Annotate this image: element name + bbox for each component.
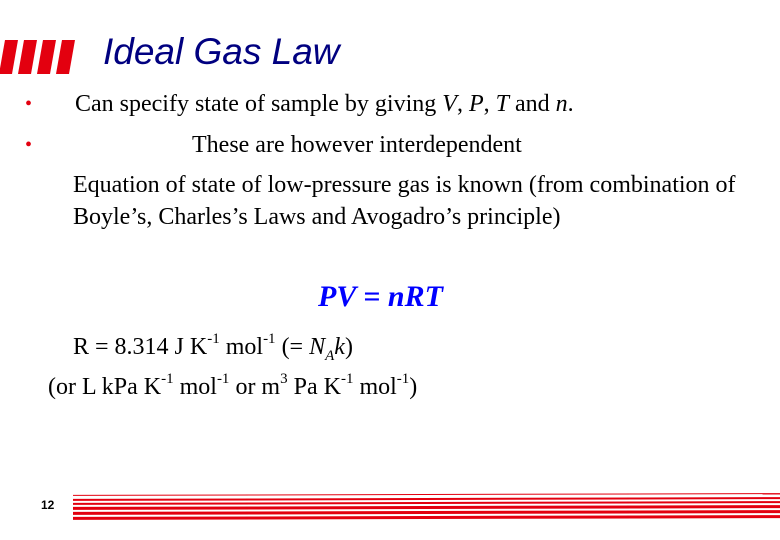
bullet-2-dot: • <box>25 134 33 156</box>
ideal-gas-equation: PV = nRT <box>318 280 443 313</box>
bullet-1-dot: • <box>25 93 33 115</box>
bullet-2-text: These are however interdependent <box>192 132 522 158</box>
bullet-1-text: Can specify state of sample by giving V, P, T and n. <box>75 91 574 117</box>
gas-constant-line: R = 8.314 J $K^{-1}$ mol$^{-1}$ (= $N_Ak$) <box>73 331 353 364</box>
gas-constant-alt-units-line: (or L kPa $K^{-1}$ mol$^{-1}$ or $m^3$ Pa $K^{-1}$ mol$^{-1}$) <box>48 371 418 400</box>
page-number: 12 <box>41 498 55 512</box>
title-stripes <box>0 40 80 74</box>
equation-of-state-paragraph: Equation of state of low-pressure gas is known (from combination of Boyle’s, Charles’s Laws and Avogadro’s principle) <box>73 172 736 230</box>
footer-rule <box>73 494 780 524</box>
slide-title: Ideal Gas Law <box>103 31 340 72</box>
